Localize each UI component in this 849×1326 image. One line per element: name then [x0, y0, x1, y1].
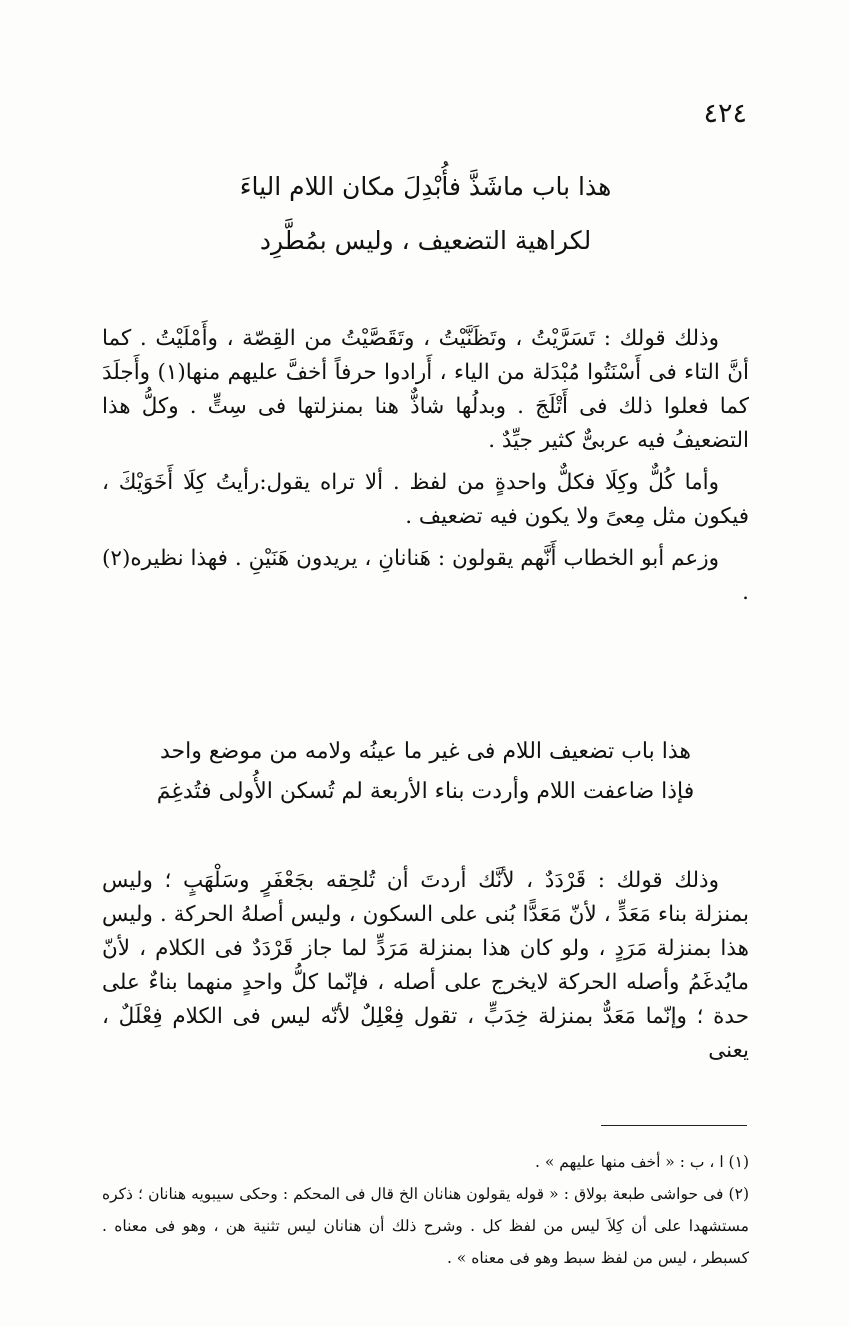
footnote: (٢) فى حواشى طبعة بولاق : « قوله يقولون هنانان الخ قال فى المحكم : وحكى سيبويه هنانان ؛ ذكره مستشهدا على أن كِلاَ ليس من لفظ كل . وشرح ذلك أن هنانان ليس تثنية هن ، وهو فى معناه . كسبطر ، ليس من لفظ سبط وهو فى معناه » .: [102, 1185, 749, 1267]
footnote-separator: [601, 1125, 747, 1126]
chapter-title-line-1: هذا باب ماشَذَّ فأُبْدِلَ مكان اللام الياءَ: [239, 172, 612, 201]
chapter-title-line-2: فإذا ضاعفت اللام وأردت بناء الأربعة لم تُسكن الأُولى فتُدغِمَ: [156, 779, 695, 804]
chapter-body-2: [102, 864, 749, 1068]
paragraph: وزعم أبو الخطاب أَنَّهم يقولون : هَنانانِ ، يريدون هَنَيْنِ . فهذا نظيره(٢) .: [102, 546, 749, 605]
chapter-heading-2: [102, 732, 749, 812]
chapter-title-line-2: لكراهية التضعيف ، وليس بمُطَّرِد: [259, 226, 592, 255]
page-number: ٤٢٤: [703, 98, 747, 129]
paragraph: وذلك قولك : قَرْدَدٌ ، لأنَّك أردتَ أن تُلحِقه بجَعْفَرٍ وسَلْهَبٍ ؛ وليس بمنزلة بناء مَعَدٍّ ، لأنّ مَعَدًّا بُنى على السكون ، وليس أصلهُ الحركة . وليس هذا بمنزلة مَرَدٍ ، ولو كان هذا بمنزلة مَرَدٍّ لما جاز قَرْدَدٌ فى الكلام ، لأنّ مايُدغَمُ وأصله الحركة لايخرج على أصله ، فإنّما كلُّ واحدٍ منهما بناءٌ على حدة ؛ وإنّما مَعَدٌّ بمنزلة خِدَبٍّ ، تقول فِعْلِلٌ لأنّه ليس فى الكلام فِعْلَلٌ ، يعنى: [102, 868, 749, 1063]
chapter-heading-1: [102, 160, 749, 268]
chapter-body-1: [102, 322, 749, 610]
footnotes: [102, 1146, 749, 1274]
chapter-title-line-1: هذا باب تضعيف اللام فى غير ما عينُه ولامه من موضع واحد: [159, 739, 692, 764]
paragraph: وذلك قولك : تَسَرَّيْتُ ، وتَظَنَّيْتُ ، وتَقَصَّيْتُ من القِصّة ، وأَمْلَيْتُ . كما أنَّ التاء فى أَسْنَتُوا مُبْدَلة من الياء ، أَرادوا حرفاً أخفَّ عليهم منها(١) وأَجلَدَ كما فعلوا ذلك فى أَتْلَجَ . وبدلُها شاذٌّ هنا بمنزلتها فى سِتٍّ . وكلُّ هذا التضعيفُ فيه عربىٌّ كثير جيِّدٌ .: [102, 326, 749, 453]
paragraph: وأما كُلٌّ وكِلَا فكلٌّ واحدةٍ من لفظ . ألا تراه يقول:رأيتُ كِلَا أَخَوَيْكَ ، فيكون مثل مِعىً ولا يكون فيه تضعيف .: [102, 470, 749, 529]
footnote: (١) ا ، ب : « أخف منها عليهم » .: [534, 1153, 749, 1171]
